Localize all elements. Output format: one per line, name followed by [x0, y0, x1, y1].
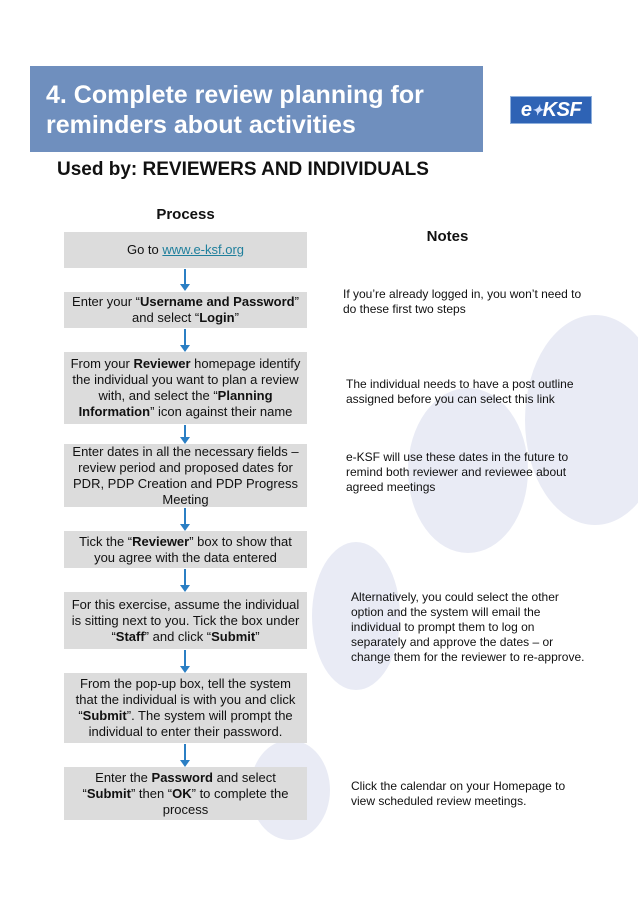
step-text-segment: Tick the “: [79, 533, 133, 549]
bold-text: Submit: [82, 708, 127, 723]
step-text-segment: Enter dates in all the necessary fields – review period and proposed dates for PDR, PDP Creation and PDP Progress Meeting: [72, 443, 299, 507]
star-icon: ✦: [531, 102, 543, 118]
flow-arrow: [184, 744, 186, 761]
step-text-segment: ” and click “: [144, 628, 212, 644]
step-text: [70, 770, 301, 818]
eksf-logo: e✦KSF: [510, 96, 592, 124]
bold-text: Login: [199, 310, 235, 325]
flow-arrow: [184, 650, 186, 667]
process-step: [64, 444, 307, 507]
step-text-segment: and select “: [82, 769, 276, 801]
bold-text: Planning Information: [78, 388, 273, 419]
step-text: [70, 676, 301, 740]
step-text-segment: Enter the: [95, 769, 152, 785]
process-step: [64, 232, 307, 268]
used-by-heading: Used by: REVIEWERS AND INDIVIDUALS: [57, 159, 429, 180]
flow-arrow: [184, 269, 186, 285]
step-text: [70, 597, 301, 645]
flow-arrow: [184, 329, 186, 346]
step-text: [127, 242, 244, 258]
process-step: [64, 673, 307, 743]
bold-text: Password: [151, 769, 213, 785]
step-text-segment: ”. The system will prompt the individual to enter their password.: [88, 708, 293, 739]
bold-text: Username and Password: [139, 294, 295, 309]
notes-heading: Notes: [426, 228, 469, 245]
step-text-segment: homepage identify the individual you want to plan a review with, and select the “: [72, 356, 301, 403]
step-text-segment: ” box to show that you agree with the data entered: [94, 533, 292, 565]
process-step: [64, 352, 307, 424]
note-text: If you’re already logged in, you won’t need to do these first two steps: [343, 287, 582, 316]
note-text: Alternatively, you could select the other option and the system will email the individual to prompt them to log on separately and approve the dates – or change them for the reviewer to re-approve.: [351, 590, 585, 664]
step-text: [70, 444, 301, 508]
process-step: [64, 292, 307, 328]
note-text: Click the calendar on your Homepage to view scheduled review meetings.: [351, 779, 566, 808]
bold-text: Reviewer: [132, 533, 190, 549]
step-text: [70, 294, 301, 326]
step-text-segment: ” to complete the process: [162, 785, 289, 817]
flow-arrow: [184, 425, 186, 438]
bold-text: Submit: [211, 628, 256, 644]
step-text-segment: ”: [234, 310, 239, 325]
step-text-segment: Enter your “: [72, 294, 140, 309]
note-text: e-KSF will use these dates in the future to remind both reviewer and reviewee about agreed meetings: [346, 450, 569, 494]
header-banner: [30, 66, 483, 152]
bold-text: Reviewer: [133, 356, 191, 371]
flow-arrow: [184, 569, 186, 586]
step-text: [70, 534, 301, 566]
step-text-segment: For this exercise, assume the individual is sitting next to you. Tick the box under “: [71, 596, 300, 644]
process-step: [64, 767, 307, 820]
step-text-segment: Go to: [126, 242, 163, 257]
bold-text: Staff: [115, 628, 145, 644]
process-step: [64, 592, 307, 649]
process-step: [64, 531, 307, 568]
step-text-segment: ” and select “: [132, 294, 299, 325]
bold-text: OK: [172, 785, 192, 801]
step-text: [70, 356, 301, 420]
step-text-segment: ”: [255, 628, 260, 644]
note-text: The individual needs to have a post outline assigned before you can select this link: [346, 377, 574, 406]
bold-text: Submit: [86, 785, 131, 801]
page-title: 4. Complete review planning for reminders about activities: [46, 81, 424, 139]
step-text-segment: From your: [70, 356, 134, 371]
process-heading: Process: [156, 206, 215, 223]
step-text-segment: ” icon against their name: [150, 404, 293, 419]
step-text-segment: ” then “: [130, 785, 173, 801]
step-text-segment: From the pop-up box, tell the system that the individual is with you and click “: [75, 676, 296, 723]
flow-arrow: [184, 508, 186, 525]
website-link[interactable]: www.e-ksf.org: [162, 242, 245, 257]
